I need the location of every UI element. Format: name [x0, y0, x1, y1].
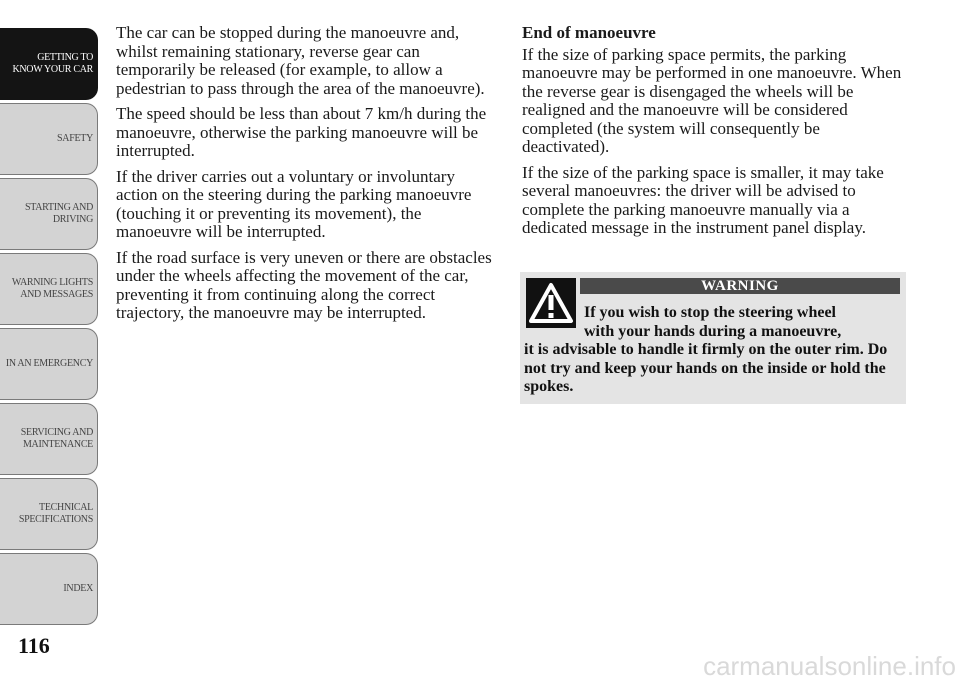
section-heading: End of manoeuvre [522, 23, 656, 42]
chapter-tab[interactable] [0, 103, 98, 175]
chapter-tab-label-line: AND MESSAGES [20, 289, 93, 300]
chapter-tab-label-line: INDEX [63, 583, 93, 594]
chapter-tab-label-line: STARTING AND [24, 202, 93, 213]
page-number: 116 [18, 633, 50, 658]
chapter-tab-label-line: GETTING TO [37, 52, 93, 63]
chapter-tab-label [63, 583, 93, 595]
right-column [522, 24, 907, 245]
chapter-tab-label-line: SAFETY [57, 133, 93, 144]
left-column [116, 24, 496, 330]
chapter-tab-label-line: WARNING LIGHTS [11, 277, 93, 288]
watermark: carmanualsonline.info [703, 651, 956, 681]
chapter-tab[interactable] [0, 178, 98, 250]
chapter-tabs [0, 28, 100, 628]
chapter-tab-label [12, 277, 93, 301]
chapter-tab[interactable] [0, 328, 98, 400]
chapter-tab-label-line: IN AN EMERGENCY [5, 358, 93, 369]
chapter-tab-label [57, 133, 93, 145]
paragraph: If the size of the parking space is smaller, it may take several manoeuvres: the driver will be advised to complete the parking manoeuvre manually via a dedicated message in the instrument panel display. [522, 162, 884, 237]
chapter-tab-label-line: SPECIFICATIONS [18, 514, 93, 525]
chapter-tab[interactable] [0, 553, 98, 625]
chapter-tab-label [19, 502, 93, 526]
chapter-tab-label-line: KNOW YOUR CAR [12, 64, 93, 75]
chapter-tab[interactable] [0, 253, 98, 325]
chapter-tab-label [6, 358, 93, 370]
chapter-tab-label [12, 52, 93, 76]
warning-text [524, 304, 900, 397]
chapter-tab[interactable] [0, 403, 98, 475]
warning-title: WARNING [580, 278, 900, 294]
paragraph: If the size of parking space permits, the parking manoeuvre may be performed in one manoeuvre. When the reverse gear is disengaged the wheels will be realigned and the manoeuvre will be considered completed (the system will consequently be deactivated). [522, 44, 902, 156]
warning-line: with your hands during a manoeuvre, [584, 322, 842, 340]
warning-box [520, 272, 906, 404]
chapter-tab-label [21, 427, 93, 451]
paragraph: The speed should be less than about 7 km/h during the manoeuvre, otherwise the parking manoeuvre will be interrupted. [116, 104, 487, 160]
chapter-tab-label-line: TECHNICAL [39, 502, 93, 513]
chapter-tab[interactable] [0, 478, 98, 550]
chapter-tab[interactable] [0, 28, 98, 100]
paragraph: The car can be stopped during the manoeuvre and, whilst remaining stationary, reverse gear can temporarily be released (for example, to allow a pedestrian to pass through the area of the manoeuvre). [116, 23, 485, 98]
chapter-tab-label [25, 202, 93, 226]
warning-line: it is advisable to handle it firmly on the outer rim. Do not try and keep your hands on the inside or hold the spokes. [524, 341, 888, 395]
chapter-tab-label-line: MAINTENANCE [22, 439, 93, 450]
chapter-tab-label-line: DRIVING [52, 214, 93, 225]
paragraph: If the driver carries out a voluntary or involuntary action on the steering during the parking manoeuvre (touching it or preventing its movement), the manoeuvre will be interrupted. [116, 166, 472, 241]
paragraph: If the road surface is very uneven or there are obstacles under the wheels affecting the movement of the car, preventing it from continuing along the correct trajectory, the manoeuvre may be interrupted. [116, 247, 492, 322]
chapter-tab-label-line: SERVICING AND [20, 427, 93, 438]
warning-line: If you wish to stop the steering wheel [584, 304, 836, 321]
